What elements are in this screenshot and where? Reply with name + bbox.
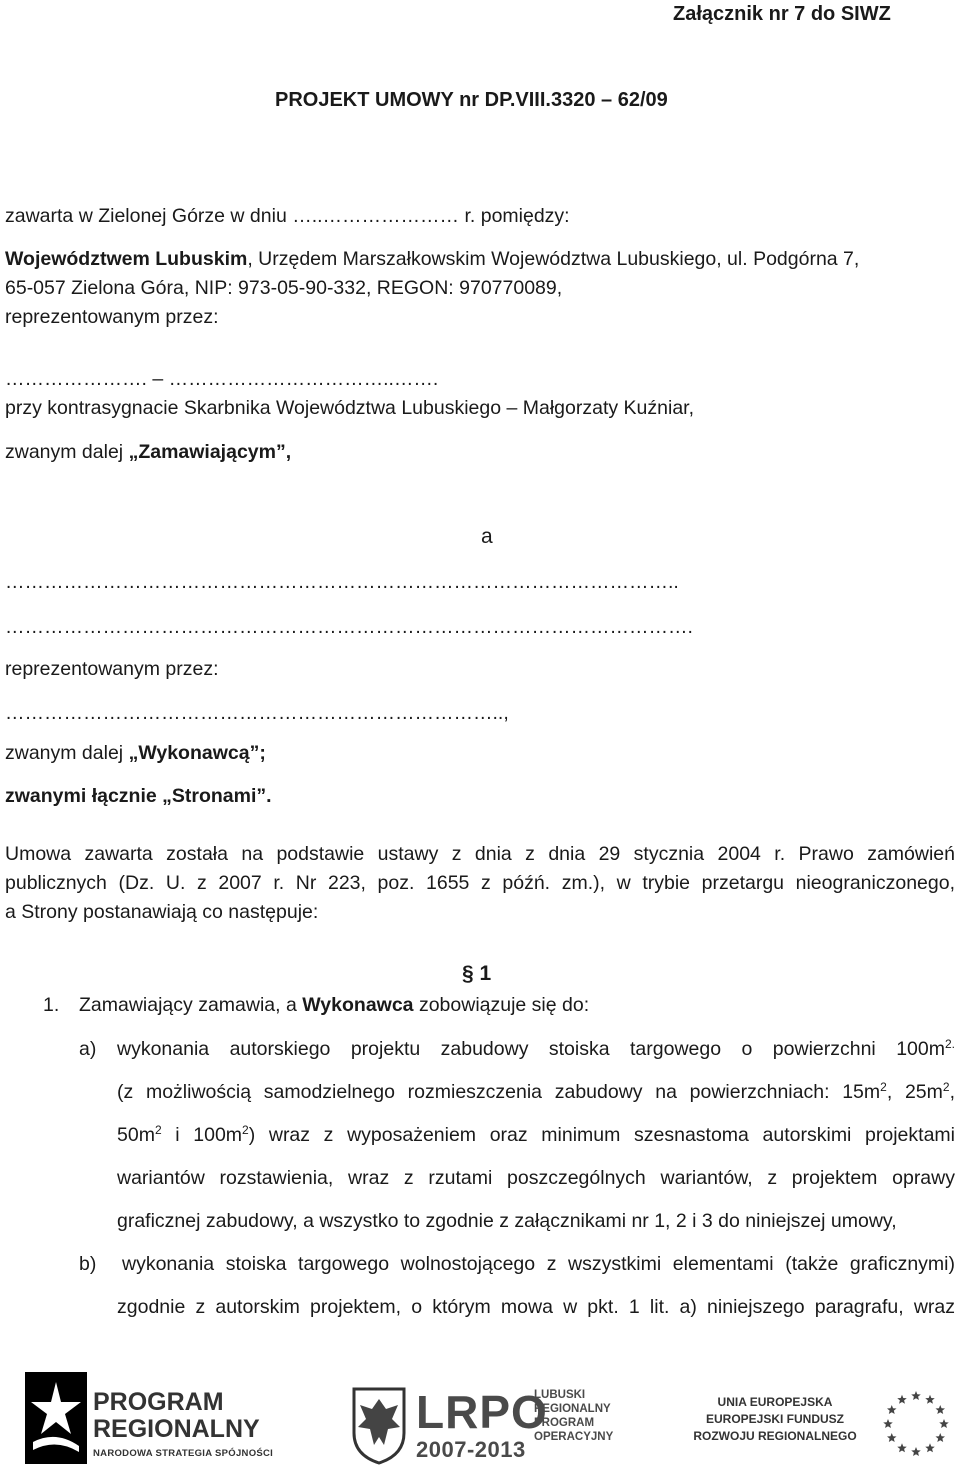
item-a-line3 <box>117 1124 955 1147</box>
item-a-line1-sup: 2. <box>944 1037 955 1051</box>
eu-star-icon <box>887 1433 897 1442</box>
item-a-line1 <box>117 1038 955 1061</box>
item-a-line4: wariantów rozstawienia, wraz z rzutami poszczególnych wariantów, z projektem oprawy <box>117 1167 955 1189</box>
item-a-line3-text-a: 50m <box>117 1124 155 1146</box>
annex-label: Załącznik nr 7 do SIWZ <box>673 3 891 25</box>
eu-star-icon <box>925 1443 935 1452</box>
pr-line2: REGIONALNY <box>93 1415 260 1443</box>
eu-star-icon <box>935 1405 945 1414</box>
lrpo-acronym: LRPO <box>416 1386 548 1438</box>
jointly-parties: zwanymi łącznie „Stronami”. <box>5 785 272 807</box>
contractor-name: „Wykonawcą”; <box>128 742 266 764</box>
represented-by-label: reprezentowanym przez: <box>5 306 219 328</box>
contract-title: PROJEKT UMOWY nr DP.VIII.3320 – 62/09 <box>275 89 668 111</box>
eu-logo <box>690 1385 958 1467</box>
item-a-line3-sup1: 2 <box>154 1123 162 1137</box>
countersignature-line: przy kontrasygnacie Skarbnika Województwa Lubuskiego – Małgorzaty Kuźniar, <box>5 397 694 419</box>
item-a-line3-text-c: ) wraz z wyposażeniem oraz minimum szesnastoma autorskimi projektami <box>248 1124 955 1146</box>
eu-star-icon <box>897 1443 907 1452</box>
eu-star-icon <box>911 1447 921 1456</box>
eu-star-icon <box>939 1419 949 1428</box>
eu-stars-icon <box>876 1385 956 1463</box>
lrpo-side-2: REGIONALNY <box>534 1403 611 1415</box>
eu-star-icon <box>925 1395 935 1404</box>
section-mark: § 1 <box>462 962 492 985</box>
lrpo-side-1: LUBUSKI <box>534 1389 586 1401</box>
between-text: pomiędzy: <box>480 205 570 227</box>
representative-dots: …………………. – ……………………………..……. <box>5 368 439 390</box>
eu-star-icon <box>887 1405 897 1414</box>
legal-basis-line1: Umowa zawarta została na podstawie ustawy z dnia z dnia 29 stycznia 2004 r. Prawo zamówień <box>5 843 955 865</box>
item-a-line3-text-b: i 100m <box>161 1124 243 1146</box>
item-a-line1-text: wykonania autorskiego projektu zabudowy stoiska targowego o powierzchni 100m <box>117 1038 945 1060</box>
eu-line2: EUROPEJSKI FUNDUSZ <box>705 1412 845 1426</box>
item-a-line5: graficznej zabudowy, a wszystko to zgodnie z załącznikami nr 1, 2 i 3 do niniejszej umowy, <box>117 1210 897 1232</box>
point-1-text-c: zobowiązuje się do: <box>413 994 590 1016</box>
called-contractor <box>5 742 266 765</box>
item-a-line3-sup2: 2 <box>242 1123 249 1137</box>
legal-basis-line2: publicznych (Dz. U. z 2007 r. Nr 223, poz. 1655 z późń. zm.), w trybie przetargu nieograniczonego, <box>5 872 955 894</box>
party1-line1 <box>5 248 859 271</box>
representative-dots-2: ………………………………………………………………….., <box>5 702 509 724</box>
called-prefix-2: zwanym dalej <box>5 742 129 764</box>
contractor-bold: Wykonawca <box>302 994 414 1016</box>
party1-name: Województwem Lubuskim <box>5 248 248 270</box>
lrpo-side-4: OPERACYJNY <box>534 1431 614 1443</box>
called-ordering-party <box>5 441 291 464</box>
eu-star-icon <box>883 1419 893 1428</box>
point-1-text <box>79 994 589 1017</box>
item-a-line2-sup1: 2 <box>880 1080 887 1094</box>
party1-line2: 65-057 Zielona Góra, NIP: 973-05-90-332, REGON: 970770089, <box>5 277 563 299</box>
pr-line1: PROGRAM <box>93 1388 224 1416</box>
contractor-dots-2: ……………………………………………………………………………………………. <box>5 616 693 638</box>
legal-basis-line3: a Strony postanawiają co następuje: <box>5 901 319 923</box>
point-1-text-a: Zamawiający zamawia, a <box>79 994 303 1016</box>
eagle-emblem-icon <box>350 1385 408 1465</box>
lrpo-years: 2007-2013 <box>416 1437 526 1462</box>
eu-star-icon <box>897 1395 907 1404</box>
item-b-label: b) <box>79 1253 97 1275</box>
eu-line1: UNIA EUROPEJSKA <box>717 1395 833 1409</box>
item-a-line2 <box>117 1081 955 1104</box>
represented-by-label-2: reprezentowanym przez: <box>5 658 219 680</box>
place-date-line <box>5 205 570 228</box>
star-emblem-icon <box>25 1372 87 1464</box>
ordering-party-name: „Zamawiającym”, <box>128 441 292 463</box>
item-a-line2-text-a: (z możliwością samodzielnego rozmieszczenia zabudowy na powierzchniach: 15m <box>117 1081 881 1103</box>
item-a-line2-sup2: 2 <box>942 1080 950 1094</box>
item-a-line2-text-b: , 25m <box>886 1081 943 1103</box>
item-a-line2-text-c: , <box>949 1081 955 1103</box>
eu-star-icon <box>911 1391 921 1400</box>
and-connector: a <box>481 525 493 548</box>
called-prefix: zwanym dalej <box>5 441 129 463</box>
contractor-dots-1: ………………………………………………………………………………………….. <box>5 571 679 593</box>
pr-subtitle: NARODOWA STRATEGIA SPÓJNOŚCI <box>93 1448 274 1459</box>
program-regionalny-logo <box>25 1372 325 1467</box>
eu-star-icon <box>935 1433 945 1442</box>
place-date-text: zawarta w Zielonej Górze w dniu …..………………… r. <box>5 205 476 227</box>
item-b-line1: wykonania stoiska targowego wolnostojącego z wszystkimi elementami (także graficznymi) <box>122 1253 955 1275</box>
item-a-label: a) <box>79 1038 97 1060</box>
eu-line3: ROZWOJU REGIONALNEGO <box>693 1429 857 1443</box>
point-1-number: 1. <box>43 994 60 1016</box>
lrpo-logo <box>350 1385 640 1467</box>
lrpo-side-3: PROGRAM <box>534 1417 595 1429</box>
party1-address: , Urzędem Marszałkowskim Województwa Lubuskiego, ul. Podgórna 7, <box>247 248 860 270</box>
item-b-line2: zgodnie z autorskim projektem, o którym mowa w pkt. 1 lit. a) niniejszego paragrafu, wraz <box>117 1296 955 1318</box>
